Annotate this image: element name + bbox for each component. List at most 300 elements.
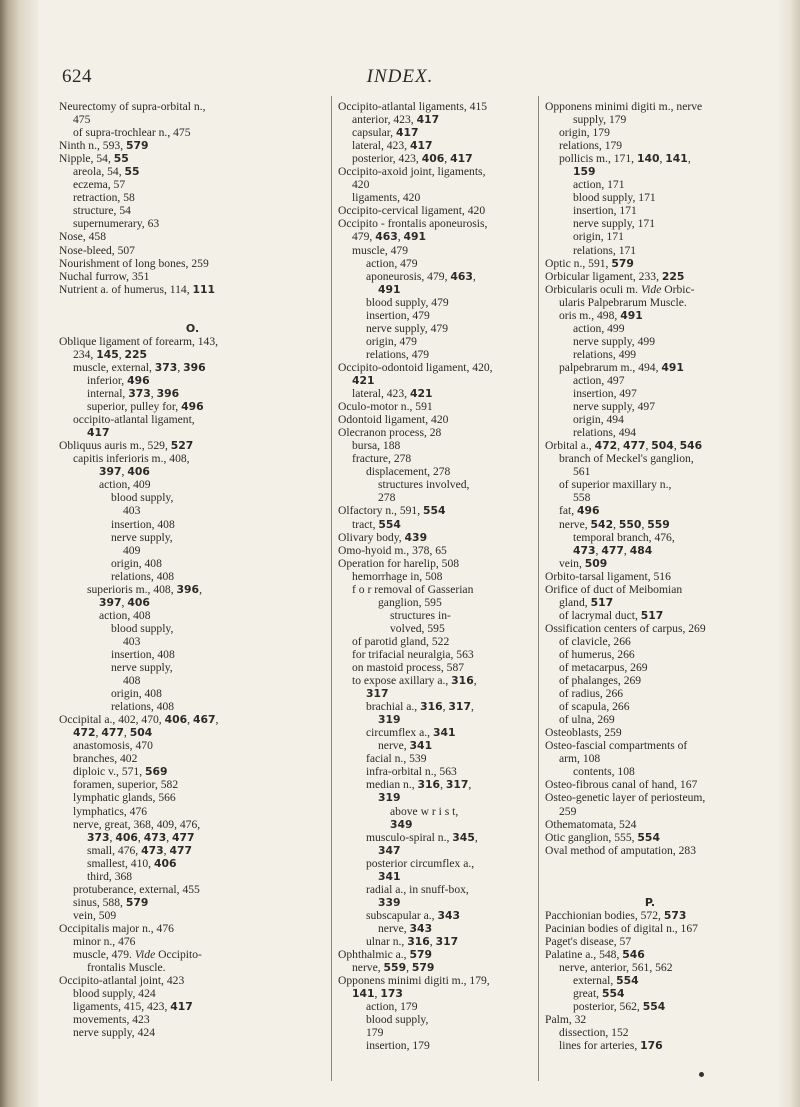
index-line bbox=[59, 478, 326, 491]
index-text: 179 bbox=[366, 1026, 384, 1040]
index-text: , bbox=[123, 726, 130, 740]
index-text: temporal branch, 476, bbox=[573, 530, 675, 544]
index-text: relations, 171 bbox=[573, 243, 637, 257]
index-line bbox=[545, 283, 755, 296]
index-line bbox=[338, 491, 530, 504]
bold-page-ref: 421 bbox=[409, 387, 433, 401]
index-line bbox=[59, 687, 326, 700]
index-line bbox=[338, 557, 530, 570]
bold-page-ref: 159 bbox=[573, 165, 596, 179]
index-line bbox=[338, 974, 530, 987]
index-text: lines for arteries, bbox=[559, 1039, 641, 1053]
index-line bbox=[545, 1013, 755, 1026]
index-text: aponeurosis, 479, bbox=[366, 269, 451, 283]
bold-page-ref: 373 bbox=[128, 387, 151, 401]
index-text: nerve supply, 499 bbox=[573, 334, 655, 348]
index-text: eczema, 57 bbox=[73, 178, 126, 192]
index-text: Osteo-fibrous canal of hand, 167 bbox=[545, 778, 698, 792]
index-line bbox=[338, 413, 530, 426]
index-text: Nutrient a. of humerus, 114, bbox=[59, 282, 193, 296]
bold-page-ref: 496 bbox=[127, 373, 150, 387]
index-text: Orifice of duct of Meibomian bbox=[545, 582, 683, 596]
bold-page-ref: 341 bbox=[409, 739, 433, 753]
index-line bbox=[338, 217, 530, 230]
index-line bbox=[338, 870, 530, 883]
index-line bbox=[59, 491, 326, 504]
index-line bbox=[59, 387, 326, 400]
index-text: tract, bbox=[352, 517, 379, 531]
index-line bbox=[338, 257, 530, 270]
index-line bbox=[545, 805, 755, 818]
index-line bbox=[59, 152, 326, 165]
index-text: , bbox=[595, 543, 602, 557]
index-text: nerve, bbox=[559, 517, 591, 531]
index-text: , bbox=[118, 347, 125, 361]
index-line bbox=[59, 113, 326, 126]
bold-page-ref: 546 bbox=[622, 948, 645, 962]
index-line bbox=[338, 583, 530, 596]
index-line bbox=[59, 648, 326, 661]
index-text: structures involved, bbox=[378, 478, 470, 492]
index-text: , bbox=[374, 987, 381, 1001]
index-line bbox=[338, 739, 530, 752]
index-line bbox=[545, 544, 755, 557]
index-text: , bbox=[468, 778, 472, 792]
index-text: third, 368 bbox=[87, 869, 133, 883]
index-line bbox=[338, 922, 530, 935]
index-line bbox=[545, 465, 755, 478]
index-line bbox=[59, 961, 326, 974]
index-text: O. bbox=[185, 321, 200, 335]
index-text: , bbox=[659, 152, 666, 166]
index-line bbox=[59, 622, 326, 635]
index-line bbox=[59, 283, 326, 296]
index-line bbox=[338, 674, 530, 687]
index-text: nerve supply, 497 bbox=[573, 400, 655, 414]
index-text: , bbox=[470, 700, 474, 714]
index-text: ligaments, 420 bbox=[352, 191, 421, 205]
index-line bbox=[545, 726, 755, 739]
bold-page-ref: 396 bbox=[176, 582, 200, 596]
index-text: Olecranon process, 28 bbox=[338, 426, 442, 440]
index-line bbox=[545, 700, 755, 713]
index-line bbox=[59, 413, 326, 426]
index-line bbox=[338, 805, 530, 818]
index-text: insertion, 171 bbox=[573, 204, 637, 218]
index-line bbox=[545, 818, 755, 831]
index-text: Obliquus auris m., 529, bbox=[59, 439, 171, 453]
index-line bbox=[545, 296, 755, 309]
index-text: muscle, external, bbox=[73, 360, 155, 374]
index-text: origin, 408 bbox=[111, 687, 162, 701]
index-line bbox=[338, 244, 530, 257]
index-text: bursa, 188 bbox=[352, 439, 401, 453]
index-text: palpebrarum m., 494, bbox=[559, 360, 662, 374]
index-line bbox=[59, 974, 326, 987]
bold-page-ref: 473 bbox=[143, 830, 167, 844]
bold-page-ref: 463 bbox=[450, 269, 473, 283]
index-line bbox=[338, 726, 530, 739]
index-text: vein, 509 bbox=[73, 908, 117, 922]
bold-page-ref: 554 bbox=[378, 517, 401, 531]
index-text: Oblique ligament of forearm, 143, bbox=[59, 334, 219, 348]
index-line bbox=[545, 361, 755, 374]
bold-page-ref: 579 bbox=[126, 139, 149, 153]
bold-page-ref: 417 bbox=[87, 426, 110, 440]
index-text: of parotid gland, 522 bbox=[352, 634, 450, 648]
index-line bbox=[59, 818, 326, 831]
index-line bbox=[59, 361, 326, 374]
index-text: fracture, 278 bbox=[352, 452, 412, 466]
index-text: Orbital a., bbox=[545, 439, 595, 453]
index-line bbox=[59, 609, 326, 622]
index-text: Occipitalis major n., 476 bbox=[59, 921, 174, 935]
bold-page-ref: 554 bbox=[637, 830, 660, 844]
index-text: ligaments, 415, 423, bbox=[73, 1000, 171, 1014]
index-line bbox=[338, 935, 530, 948]
index-text: lymphatic glands, 566 bbox=[73, 791, 176, 805]
index-text: Ninth n., 593, bbox=[59, 139, 126, 153]
index-text: internal, bbox=[87, 387, 129, 401]
index-text: capsular, bbox=[352, 126, 396, 140]
index-line bbox=[59, 296, 326, 309]
index-line bbox=[545, 322, 755, 335]
bold-page-ref: 496 bbox=[577, 504, 600, 518]
index-line bbox=[545, 439, 755, 452]
bold-page-ref: 406 bbox=[164, 713, 188, 727]
index-text: relations, 499 bbox=[573, 347, 637, 361]
index-text: blood supply, bbox=[111, 621, 174, 635]
index-line bbox=[545, 935, 755, 948]
index-text: nerve supply, 479 bbox=[366, 321, 448, 335]
page-header bbox=[0, 66, 800, 90]
index-text: of radius, 266 bbox=[559, 687, 624, 701]
index-text: of lacrymal duct, bbox=[559, 608, 641, 622]
index-line bbox=[59, 870, 326, 883]
index-text: Occipito-cervical ligament, 420 bbox=[338, 204, 486, 218]
bold-page-ref: 472 bbox=[73, 726, 96, 740]
index-text: hemorrhage in, 508 bbox=[352, 569, 443, 583]
index-line bbox=[545, 857, 755, 870]
index-line bbox=[59, 439, 326, 452]
index-text: nerve supply, 171 bbox=[573, 217, 655, 231]
bullet-mark bbox=[699, 1072, 704, 1077]
index-text: Oval method of amputation, 283 bbox=[545, 843, 697, 857]
index-line bbox=[59, 244, 326, 257]
index-text: blood supply, 479 bbox=[366, 295, 449, 309]
index-line bbox=[338, 883, 530, 896]
index-line bbox=[545, 491, 755, 504]
index-line bbox=[545, 752, 755, 765]
index-line bbox=[338, 609, 530, 622]
index-text: pollicis m., 171, bbox=[559, 152, 637, 166]
index-text: , bbox=[150, 387, 157, 401]
index-line bbox=[545, 844, 755, 857]
index-text: infra-orbital n., 563 bbox=[366, 765, 457, 779]
index-text: , bbox=[641, 517, 648, 531]
index-line bbox=[545, 204, 755, 217]
index-line bbox=[59, 596, 326, 609]
bold-page-ref: 477 bbox=[101, 726, 124, 740]
index-line bbox=[338, 791, 530, 804]
index-line bbox=[545, 557, 755, 570]
index-text: arm, 108 bbox=[559, 752, 601, 766]
index-text: nerve supply, bbox=[111, 661, 173, 675]
index-text: Palm, 32 bbox=[545, 1013, 587, 1027]
bold-page-ref: 569 bbox=[145, 765, 168, 779]
index-line bbox=[545, 217, 755, 230]
index-text: Orbicularis oculi m. bbox=[545, 282, 641, 296]
index-line bbox=[59, 204, 326, 217]
index-text: above w r i s t, bbox=[390, 804, 459, 818]
index-line bbox=[59, 661, 326, 674]
index-text: , bbox=[623, 543, 630, 557]
bold-page-ref: 579 bbox=[409, 948, 433, 962]
bold-page-ref: 579 bbox=[125, 895, 149, 909]
index-text: supply, 179 bbox=[573, 113, 627, 127]
index-text: action, 408 bbox=[99, 608, 151, 622]
index-text: origin, 479 bbox=[366, 334, 417, 348]
bold-page-ref: 173 bbox=[380, 987, 403, 1001]
index-line bbox=[545, 348, 755, 361]
index-text: circumflex a., bbox=[366, 726, 433, 740]
index-text: Optic n., 591, bbox=[545, 256, 612, 270]
index-line bbox=[545, 739, 755, 752]
index-line bbox=[59, 518, 326, 531]
index-text: areola, 54, bbox=[73, 165, 125, 179]
index-text: to expose axillary a., bbox=[352, 674, 452, 688]
index-line bbox=[59, 857, 326, 870]
index-line bbox=[338, 322, 530, 335]
bold-page-ref: 225 bbox=[661, 269, 685, 283]
index-text: subscapular a., bbox=[366, 908, 438, 922]
index-line bbox=[545, 831, 755, 844]
index-text: , bbox=[199, 582, 202, 596]
index-line bbox=[545, 178, 755, 191]
index-text: Occipito - frontalis aponeurosis, bbox=[338, 217, 488, 231]
index-line bbox=[545, 1026, 755, 1039]
bold-page-ref: 496 bbox=[181, 400, 204, 414]
section-letter bbox=[59, 322, 326, 335]
index-line bbox=[338, 700, 530, 713]
index-line bbox=[338, 622, 530, 635]
section-letter bbox=[545, 896, 755, 909]
index-text: Occipito-axoid joint, ligaments, bbox=[338, 165, 486, 179]
index-line bbox=[59, 544, 326, 557]
index-text: lymphatics, 476 bbox=[73, 804, 148, 818]
index-line bbox=[545, 309, 755, 322]
index-text: Orbito-tarsal ligament, 516 bbox=[545, 569, 671, 583]
index-line bbox=[545, 948, 755, 961]
index-line bbox=[545, 126, 755, 139]
index-text: Palatine a., 548, bbox=[545, 948, 623, 962]
index-line bbox=[545, 883, 755, 896]
index-line bbox=[59, 452, 326, 465]
index-text: Nourishment of long bones, 259 bbox=[59, 256, 209, 270]
index-line bbox=[338, 844, 530, 857]
index-text: Opponens minimi digiti m., nerve bbox=[545, 100, 703, 113]
bold-page-ref: 417 bbox=[170, 1000, 193, 1014]
index-text: muscle, 479 bbox=[352, 243, 409, 257]
index-line bbox=[59, 531, 326, 544]
bold-page-ref: 111 bbox=[192, 282, 216, 296]
index-line bbox=[338, 948, 530, 961]
index-text: blood supply, bbox=[111, 491, 174, 505]
index-column-2 bbox=[338, 100, 530, 1052]
index-line bbox=[338, 765, 530, 778]
bold-page-ref: 341 bbox=[432, 726, 456, 740]
bold-page-ref: 339 bbox=[378, 895, 401, 909]
index-text: Nose-bleed, 507 bbox=[59, 243, 135, 257]
index-text: , bbox=[166, 830, 173, 844]
index-text: action, 479 bbox=[366, 256, 418, 270]
index-line bbox=[338, 831, 530, 844]
index-line bbox=[545, 413, 755, 426]
index-text: small, 476, bbox=[87, 843, 142, 857]
index-line bbox=[338, 348, 530, 361]
index-text: Paget's disease, 57 bbox=[545, 935, 632, 948]
bold-page-ref: 491 bbox=[403, 230, 427, 244]
index-text: Pacchionian bodies, 572, bbox=[545, 908, 664, 922]
index-line bbox=[545, 374, 755, 387]
index-line bbox=[545, 596, 755, 609]
bold-page-ref: 141 bbox=[352, 987, 375, 1001]
index-line bbox=[338, 635, 530, 648]
index-line bbox=[545, 165, 755, 178]
index-line bbox=[338, 987, 530, 1000]
index-text: lateral, 423, bbox=[352, 139, 410, 153]
index-text: , bbox=[187, 713, 193, 727]
index-text: nerve, anterior, 561, 562 bbox=[559, 961, 673, 975]
index-text: median n., bbox=[366, 778, 418, 792]
index-text: , bbox=[687, 152, 691, 166]
index-text: insertion, 479 bbox=[366, 308, 430, 322]
index-text: , bbox=[673, 439, 680, 453]
index-line bbox=[545, 661, 755, 674]
index-line bbox=[338, 230, 530, 243]
index-line bbox=[545, 113, 755, 126]
bold-page-ref: 467 bbox=[192, 713, 216, 727]
bold-page-ref: 491 bbox=[378, 282, 401, 296]
index-line bbox=[59, 504, 326, 517]
bold-page-ref: 176 bbox=[640, 1039, 663, 1053]
page-number: 624 bbox=[62, 66, 92, 87]
index-text: contents, 108 bbox=[573, 765, 635, 779]
index-line bbox=[338, 335, 530, 348]
index-line bbox=[59, 726, 326, 739]
index-text: , bbox=[121, 595, 128, 609]
index-line bbox=[59, 374, 326, 387]
index-text: minor n., 476 bbox=[73, 935, 136, 948]
index-line bbox=[545, 778, 755, 791]
index-line bbox=[545, 974, 755, 987]
index-text: , bbox=[397, 230, 404, 244]
index-text: of clavicle, 266 bbox=[559, 634, 631, 648]
index-text: nerve, bbox=[352, 961, 384, 975]
bold-page-ref: 316 bbox=[451, 674, 474, 688]
index-text: , bbox=[474, 830, 478, 844]
index-text: posterior, 423, bbox=[352, 152, 422, 166]
index-line bbox=[59, 1000, 326, 1013]
index-text: volved, 595 bbox=[390, 621, 445, 635]
bold-page-ref: 343 bbox=[437, 908, 461, 922]
index-text: 475 bbox=[73, 113, 91, 127]
index-line bbox=[338, 544, 530, 557]
bold-page-ref: 421 bbox=[352, 373, 375, 387]
index-text: Osteo-fascial compartments of bbox=[545, 739, 688, 753]
index-text: anastomosis, 470 bbox=[73, 739, 153, 753]
index-line bbox=[545, 387, 755, 400]
index-line bbox=[338, 531, 530, 544]
index-text: of supra-trochlear n., 475 bbox=[73, 126, 191, 140]
index-text: of metacarpus, 269 bbox=[559, 661, 648, 675]
index-line bbox=[59, 765, 326, 778]
index-text: ulnar n., bbox=[366, 935, 408, 948]
index-line bbox=[545, 870, 755, 883]
index-line bbox=[338, 165, 530, 178]
index-text: , bbox=[472, 269, 476, 283]
index-text: Osteo-genetic layer of periosteum, bbox=[545, 791, 706, 805]
bold-page-ref: 316 bbox=[420, 700, 443, 714]
index-line bbox=[545, 909, 755, 922]
index-line bbox=[338, 296, 530, 309]
index-line bbox=[545, 191, 755, 204]
index-text: blood supply, 171 bbox=[573, 191, 656, 205]
index-line bbox=[338, 857, 530, 870]
index-text: of superior maxillary n., bbox=[559, 478, 672, 492]
index-text: action, 497 bbox=[573, 373, 625, 387]
index-text: protuberance, external, 455 bbox=[73, 882, 200, 896]
index-line bbox=[338, 752, 530, 765]
index-line bbox=[338, 1039, 530, 1052]
index-column-1 bbox=[59, 100, 326, 1039]
bold-page-ref: 319 bbox=[378, 713, 401, 727]
index-line bbox=[59, 309, 326, 322]
index-line bbox=[59, 831, 326, 844]
index-text: supernumerary, 63 bbox=[73, 217, 160, 231]
index-line bbox=[545, 270, 755, 283]
index-line bbox=[338, 309, 530, 322]
index-text: Occipito-odontoid ligament, 420, bbox=[338, 360, 493, 374]
bold-page-ref: 554 bbox=[423, 504, 446, 518]
bold-page-ref: 472 bbox=[594, 439, 618, 453]
index-text: 408 bbox=[123, 674, 141, 688]
index-text: relations, 408 bbox=[111, 700, 175, 714]
bold-page-ref: 550 bbox=[618, 517, 642, 531]
bold-page-ref: 559 bbox=[647, 517, 670, 531]
index-text: action, 179 bbox=[366, 1000, 418, 1014]
index-line bbox=[545, 961, 755, 974]
index-line bbox=[59, 739, 326, 752]
index-line bbox=[545, 400, 755, 413]
index-text: action, 499 bbox=[573, 321, 625, 335]
index-line bbox=[545, 244, 755, 257]
page-title: INDEX. bbox=[366, 66, 434, 87]
index-line bbox=[59, 230, 326, 243]
index-line bbox=[59, 426, 326, 439]
index-line bbox=[338, 1026, 530, 1039]
index-line bbox=[338, 426, 530, 439]
book-spine-shadow bbox=[0, 0, 38, 1107]
column-rule bbox=[331, 96, 332, 1081]
index-line bbox=[59, 752, 326, 765]
index-line bbox=[59, 674, 326, 687]
see-reference: Vide bbox=[640, 282, 662, 296]
index-text: origin, 494 bbox=[573, 413, 624, 427]
index-line bbox=[338, 909, 530, 922]
index-text: structure, 54 bbox=[73, 204, 131, 218]
index-text: branches, 402 bbox=[73, 752, 138, 766]
